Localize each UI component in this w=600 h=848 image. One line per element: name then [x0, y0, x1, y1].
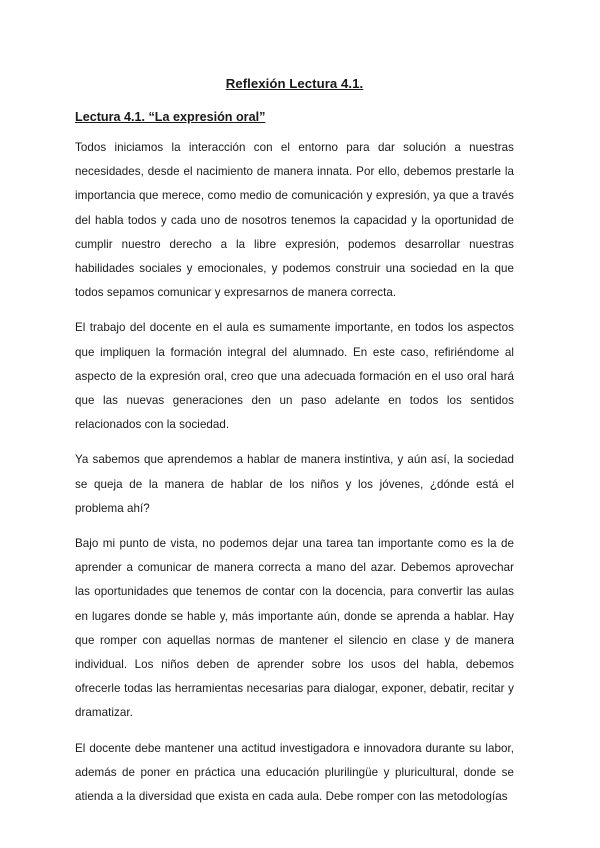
paragraph-1: Todos iniciamos la interacción con el entorno para dar solución a nuestras necesidades, desde el nacimiento de manera innata. Por ello, debemos prestarle la importancia que merece, como medio de comunicación y expresión, ya que a través del habla todos y cada uno de nosotros tenemos la capacidad y la oportunidad de cumplir nuestro derecho a la libre expresión, podemos desarrollar nuestras habilidades sociales y emocionales, y podemos construir una sociedad en la que todos sepamos comunicar y expresarnos de manera correcta. — [75, 141, 514, 300]
paragraph-2: El trabajo del docente en el aula es sumamente importante, en todos los aspectos que impliquen la formación integral del alumnado. En este caso, refiriéndome al aspecto de la expresión oral, creo que una adecuada formación en el uso oral hará que las nuevas generaciones den un paso adelante en todos los sentidos relacionados con la sociedad. — [75, 321, 514, 432]
paragraph-4: Bajo mi punto de vista, no podemos dejar una tarea tan importante como es la de aprender a comunicar de manera correcta a mano del azar. Debemos aprovechar las oportunidades que tenemos de contar con la docencia, para convertir las aulas en lugares donde se hable y, más importante aún, donde se aprenda a hablar. Hay que romper con aquellas normas de mantener el silencio en clase y de manera individual. Los niños deben de aprender sobre los usos del habla, debemos ofrecerle todas las herramientas necesarias para dialogar, exponer, debatir, recitar y dramatizar. — [75, 537, 514, 720]
paragraph-3: Ya sabemos que aprendemos a hablar de manera instintiva, y aún así, la sociedad se queja de la manera de hablar de los niños y los jóvenes, ¿dónde está el problema ahí? — [75, 453, 514, 515]
document-subtitle: Lectura 4.1. “La expresión oral” — [75, 110, 266, 124]
paragraph-5: El docente debe mantener una actitud investigadora e innovadora durante su labor, además de poner en práctica una educación plurilingüe y pluricultural, donde se atienda a la diversidad que exista en cada aula. Debe romper con las metodologías — [75, 741, 514, 804]
document-title: Reflexión Lectura 4.1. — [225, 76, 364, 91]
